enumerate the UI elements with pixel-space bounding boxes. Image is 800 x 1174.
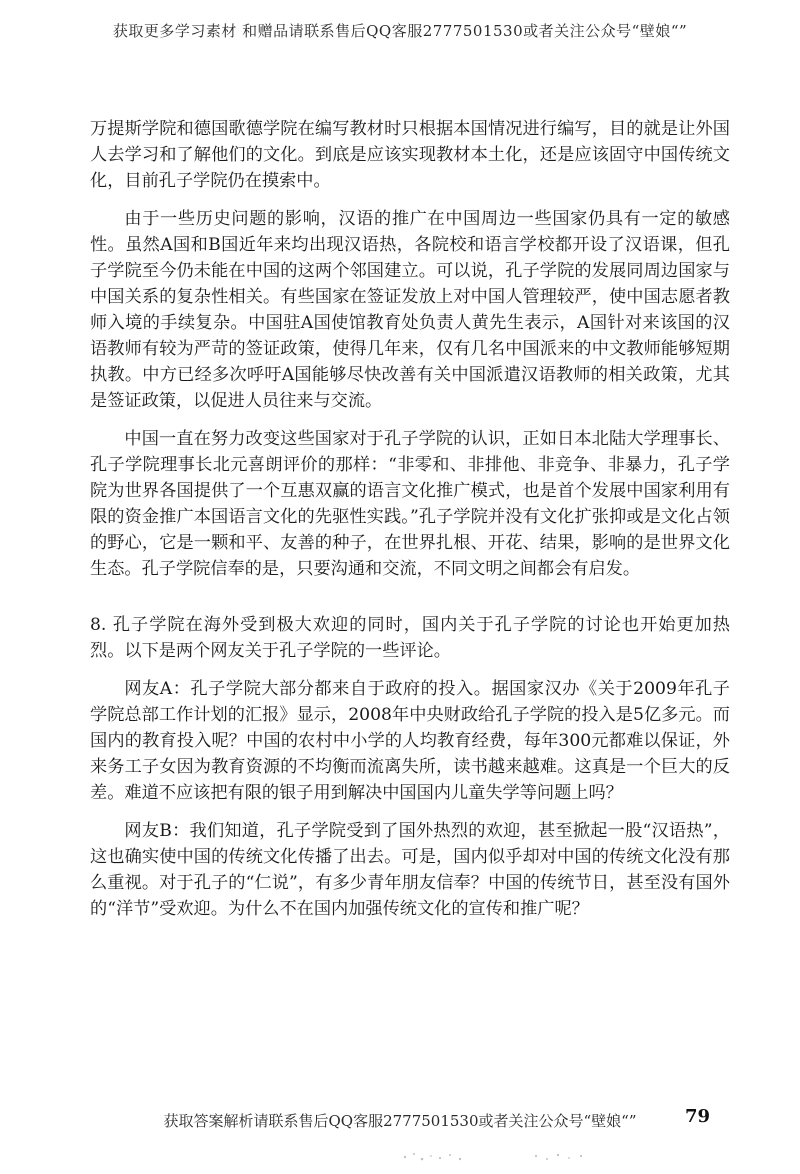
- paragraph-1: 万提斯学院和德国歌德学院在编写教材时只根据本国情况进行编写，目的就是让外国人去学习和了解他们的文化。到底是应该实现教材本土化，还是应该固守中国传统文化，目前孔子学院仍在摸索中。: [90, 119, 730, 191]
- comment-netizen-a: 网友A：孔子学院大部分都来自于政府的投入。据国家汉办《关于2009年孔子学院总部工作计划的汇报》显示，2008年中央财政给孔子学院的投入是5亿多元。而国内的教育投入呢？中国的农村中小学的人均教育经费，每年300元都难以保证，外来务工子女因为教育资源的不均衡而流离失所，读书越来越难。这真是一个巨大的反差。难道不应该把有限的银子用到解决中国国内儿童失学等问题上吗？: [90, 679, 730, 803]
- scan-noise-right: [530, 1150, 590, 1164]
- header-watermark: 获取更多学习素材 和赠品请联系售后QQ客服2777501530或者关注公众号“壁娘“”: [112, 22, 688, 40]
- paragraph-2: 由于一些历史问题的影响，汉语的推广在中国周边一些国家仍具有一定的敏感性。虽然A国和B国近年来均出现汉语热，各院校和语言学校都开设了汉语课，但孔子学院至今仍未能在中国的这两个邻国建立。可以说，孔子学院的发展同周边国家与中国关系的复杂性相关。有些国家在签证发放上对中国人管理较严，使中国志愿者教师入境的手续复杂。中国驻A国使馆教育处负责人黄先生表示，A国针对来该国的汉语教师有较为严苛的签证政策，使得几年来，仅有几名中国派来的中文教师能够短期执教。中方已经多次呼吁A国能够尽快改善有关中国派遣汉语教师的相关政策，尤其是签证政策，以促进人员往来与交流。: [90, 209, 730, 411]
- document-body: [90, 116, 730, 922]
- scan-noise-left: [400, 1150, 470, 1164]
- footer-watermark: 获取答案解析请联系售后QQ客服2777501530或者关注公众号“壁娘“”: [163, 1112, 637, 1130]
- comment-netizen-b: 网友B：我们知道，孔子学院受到了国外热烈的欢迎，甚至掀起一股“汉语热”，这也确实使中国的传统文化传播了出去。可是，国内似乎却对中国的传统文化没有那么重视。对于孔子的“仁说”，有多少青年朋友信奉？中国的传统节日，甚至没有国外的“洋节”受欢迎。为什么不在国内加强传统文化的宣传和推广呢？: [90, 821, 730, 919]
- question-8: 8. 孔子学院在海外受到极大欢迎的同时，国内关于孔子学院的讨论也开始更加热烈。以下是两个网友关于孔子学院的一些评论。: [90, 615, 730, 661]
- paragraph-3: 中国一直在努力改变这些国家对于孔子学院的认识，正如日本北陆大学理事长、孔子学院理事长北元喜朗评价的那样：“非零和、非排他、非竞争、非暴力，孔子学院为世界各国提供了一个互惠双赢的语言文化推广模式，也是首个发展中国家利用有限的资金推广本国语言文化的先驱性实践。”孔子学院并没有文化扩张抑或是文化占领的野心，它是一颗和平、友善的种子，在世界扎根、开花、结果，影响的是世界文化生态。孔子学院信奉的是，只要沟通和交流，不同文明之间都会有启发。: [90, 429, 730, 579]
- page-number: 79: [685, 1106, 711, 1127]
